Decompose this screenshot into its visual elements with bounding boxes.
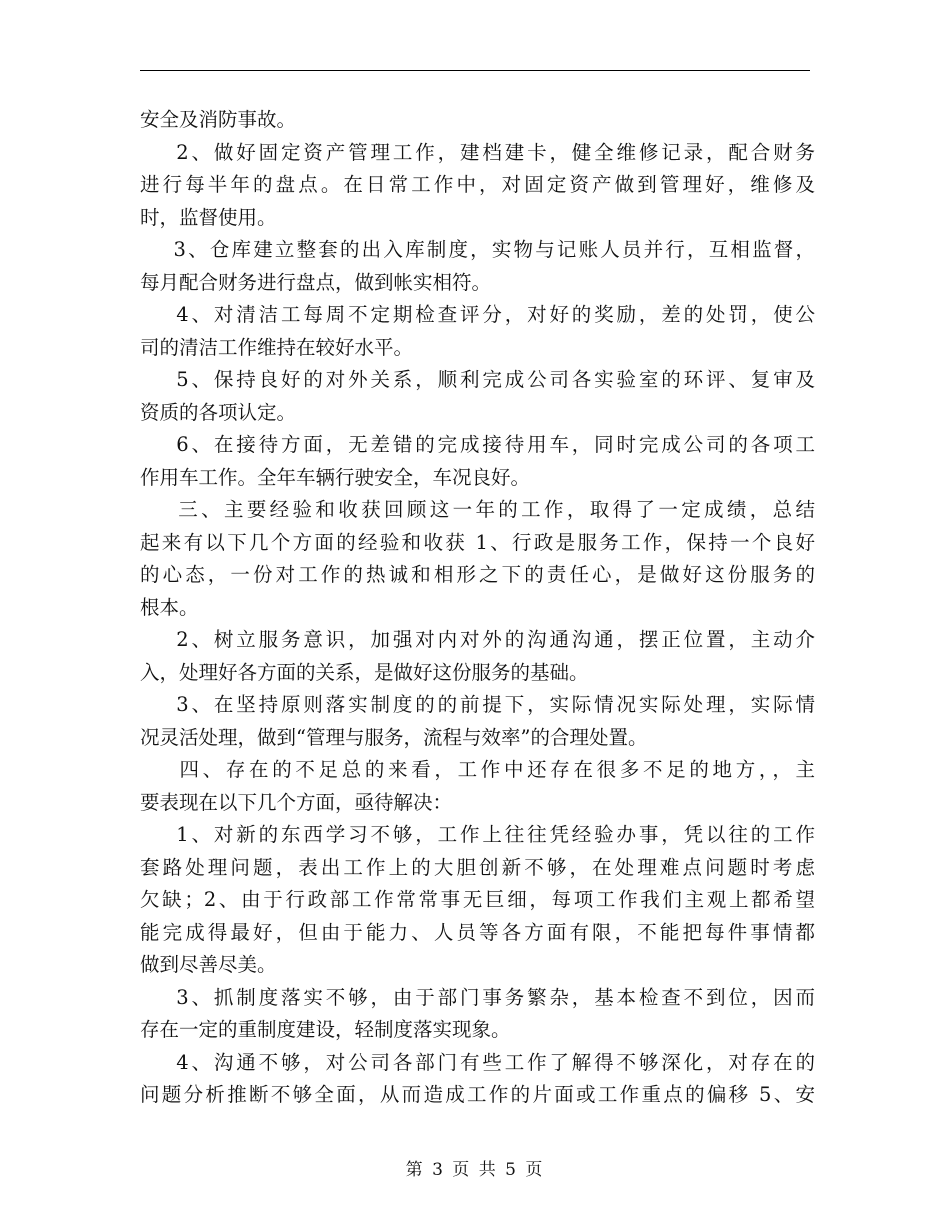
text-line: 3、在坚持原则落实制度的的前提下，实际情况实际处理，实际情	[140, 693, 815, 716]
text-line: 三、主要经验和收获回顾这一年的工作，取得了一定成绩，总结	[140, 498, 815, 521]
page-footer: 第 3 页 共 5 页	[405, 1160, 545, 1180]
text-line: 的心态，一份对工作的热诚和相形之下的责任心，是做好这份服务的	[140, 563, 815, 586]
text-line: 5、保持良好的对外关系，顺利完成公司各实验室的环评、复审及	[140, 368, 815, 391]
text-line: 2、树立服务意识，加强对内对外的沟通沟通，摆正位置，主动介	[140, 628, 815, 651]
header-rule	[140, 70, 810, 71]
document-body	[140, 104, 815, 1112]
text-line: 要表现在以下几个方面，亟待解决：	[140, 790, 453, 814]
text-line: 四、存在的不足总的来看，工作中还存在很多不足的地方，，主	[140, 758, 815, 781]
text-line: 作用车工作。全年车辆行驶安全，车况良好。	[140, 465, 531, 489]
text-line: 6、在接待方面，无差错的完成接待用车，同时完成公司的各项工	[140, 433, 815, 456]
text-line: 4、沟通不够，对公司各部门有些工作了解得不够深化，对存在的	[140, 1050, 815, 1074]
text-line: 每月配合财务进行盘点，做到帐实相符。	[140, 270, 492, 294]
text-line: 资质的各项认定。	[140, 400, 297, 424]
text-line: 况灵活处理，做到“管理与服务，流程与效率”的合理处置。	[140, 725, 648, 749]
text-line: 1、对新的东西学习不够，工作上往往凭经验办事，凭以往的工作	[140, 823, 815, 846]
text-line: 进行每半年的盘点。在日常工作中，对固定资产做到管理好，维修及	[140, 173, 815, 196]
text-line: 起来有以下几个方面的经验和收获 1、行政是服务工作，保持一个良好	[140, 530, 815, 554]
text-line: 存在一定的重制度建设，轻制度落实现象。	[140, 1018, 511, 1041]
text-line: 问题分析推断不够全面，从而造成工作的片面或工作重点的偏移 5、安	[140, 1083, 815, 1106]
text-line: 2、做好固定资产管理工作，建档建卡，健全维修记录，配合财务	[140, 140, 815, 164]
text-line: 套路处理问题，表出工作上的大胆创新不够，在处理难点问题时考虑	[140, 855, 815, 879]
text-line: 4、对清洁工每周不定期检查评分，对好的奖励，差的处罚，使公	[140, 303, 815, 326]
text-line: 3、仓库建立整套的出入库制度，实物与记账人员并行，互相监督，	[140, 238, 815, 261]
text-line: 入，处理好各方面的关系，是做好这份服务的基础。	[140, 660, 589, 684]
text-line: 做到尽善尽美。	[140, 953, 277, 976]
text-line: 根本。	[140, 595, 199, 619]
text-line: 欠缺；2、由于行政部工作常常事无巨细，每项工作我们主观上都希望	[140, 888, 815, 911]
text-line: 时，监督使用。	[140, 205, 277, 229]
text-line: 安全及消防事故。	[140, 108, 297, 131]
text-line: 3、抓制度落实不够，由于部门事务繁杂，基本检查不到位，因而	[140, 985, 815, 1009]
text-line: 能完成得最好，但由于能力、人员等各方面有限，不能把每件事情都	[140, 920, 815, 944]
text-line: 司的清洁工作维持在较好水平。	[140, 335, 414, 359]
